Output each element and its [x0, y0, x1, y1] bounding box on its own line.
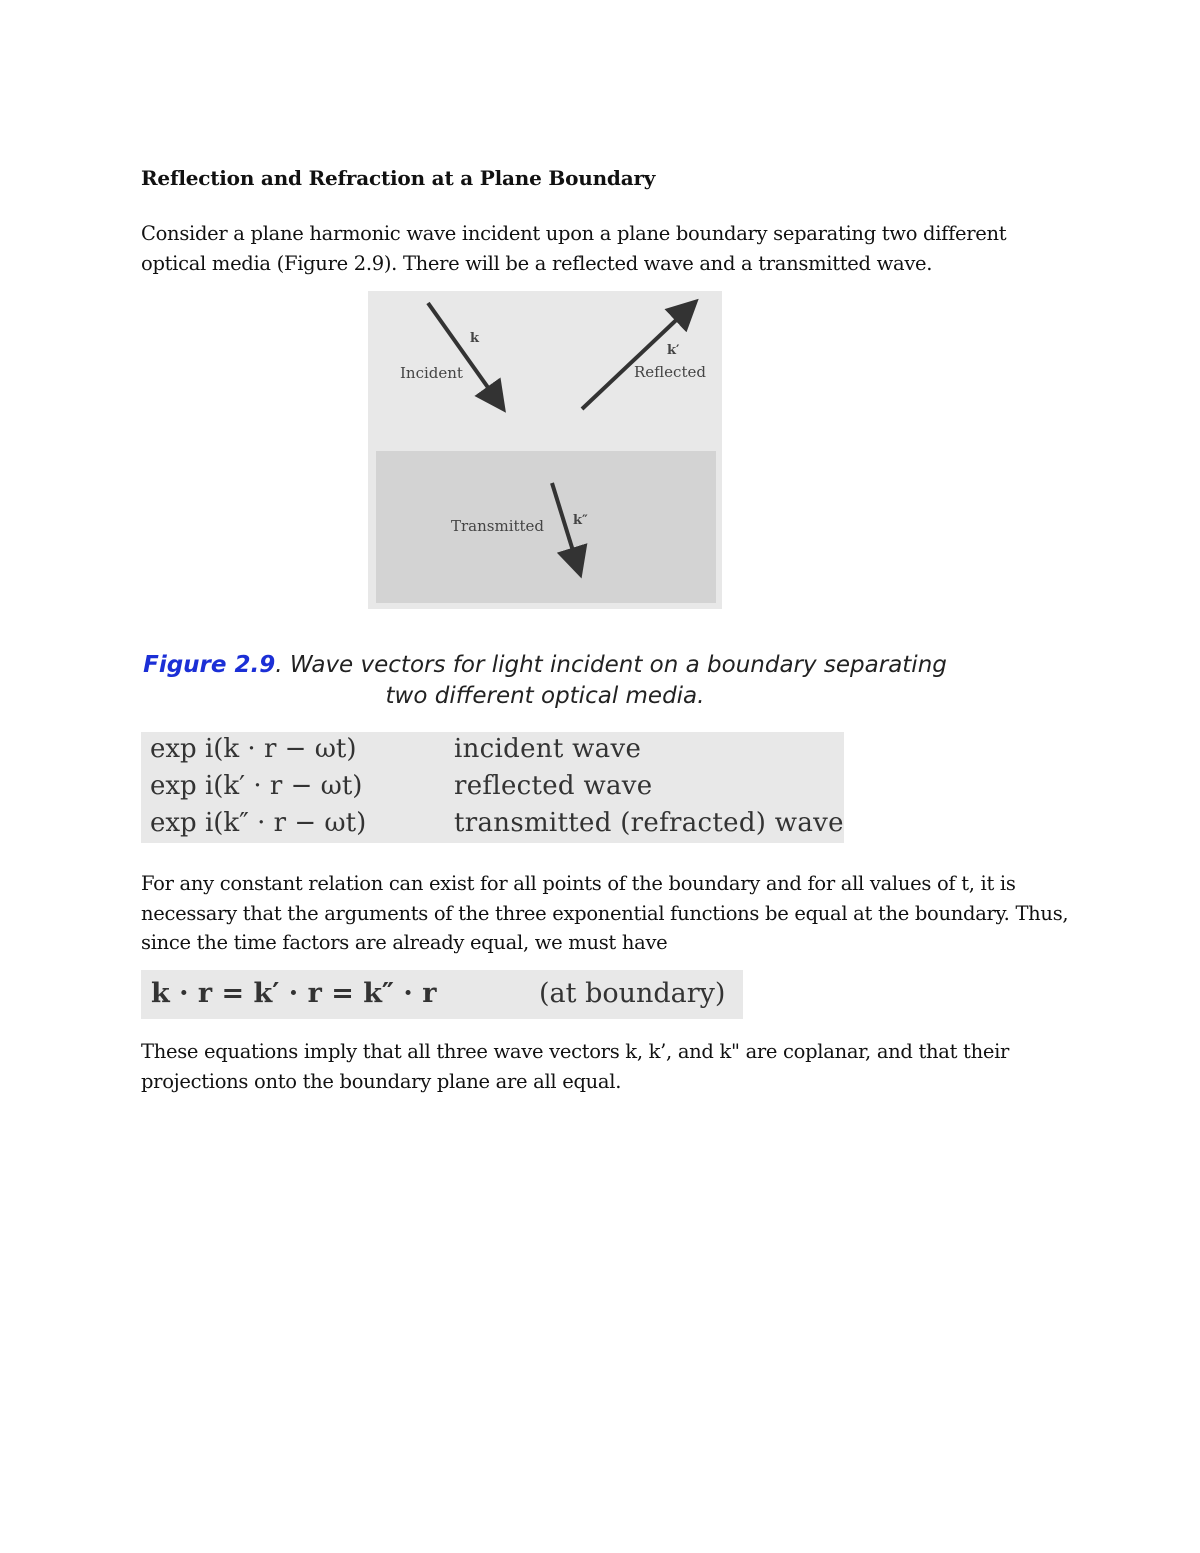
wave-description: transmitted (refracted) wave [454, 808, 844, 838]
intro-paragraph: Consider a plane harmonic wave incident upon a plane boundary separating two different optical media (Figure 2.9). There will be a reflected wave and a transmitted wave. [141, 222, 1007, 275]
table-row [141, 769, 844, 806]
k-label: k [470, 331, 480, 346]
conclusion-paragraph: These equations imply that all three wave vectors k, k’, and k" are coplanar, and that their projections onto the boundary plane are all equal. [141, 1040, 1010, 1093]
k-prime-label: k′ [667, 343, 680, 358]
wave-expression: exp i(k″ · r − ωt) [150, 808, 367, 838]
wave-description: reflected wave [454, 771, 653, 801]
section-heading: Reflection and Refraction at a Plane Boundary [141, 166, 656, 190]
boundary-equation-note: (at boundary) [539, 978, 726, 1009]
incident-label: Incident [400, 364, 463, 382]
table-row [141, 732, 844, 769]
boundary-equation-expression: k · r = k′ · r = k″ · r [151, 978, 437, 1009]
table-row [141, 806, 844, 843]
wave-description: incident wave [454, 734, 642, 764]
wave-expression: exp i(k · r − ωt) [150, 734, 357, 764]
transmitted-label: Transmitted [451, 517, 545, 535]
boundary-paragraph: For any constant relation can exist for all points of the boundary and for all values of t, it is necessary that the arguments of the three exponential functions be equal at the boundary. Thus, since the time factors are already equal, we must have [141, 872, 1069, 954]
wave-equations-table [141, 732, 844, 843]
k-double-prime-label: k″ [573, 513, 588, 528]
wave-expression: exp i(k′ · r − ωt) [150, 771, 363, 801]
reflected-label: Reflected [634, 363, 706, 381]
lower-medium [376, 451, 716, 603]
wave-vector-figure [368, 291, 722, 609]
figure-drawing [368, 291, 722, 609]
figure-caption-label: Figure 2.9 [143, 652, 276, 678]
boundary-equation [141, 970, 743, 1019]
figure-caption [120, 650, 970, 712]
figure-caption-text: . Wave vectors for light incident on a boundary separating two different optical media. [275, 652, 947, 709]
